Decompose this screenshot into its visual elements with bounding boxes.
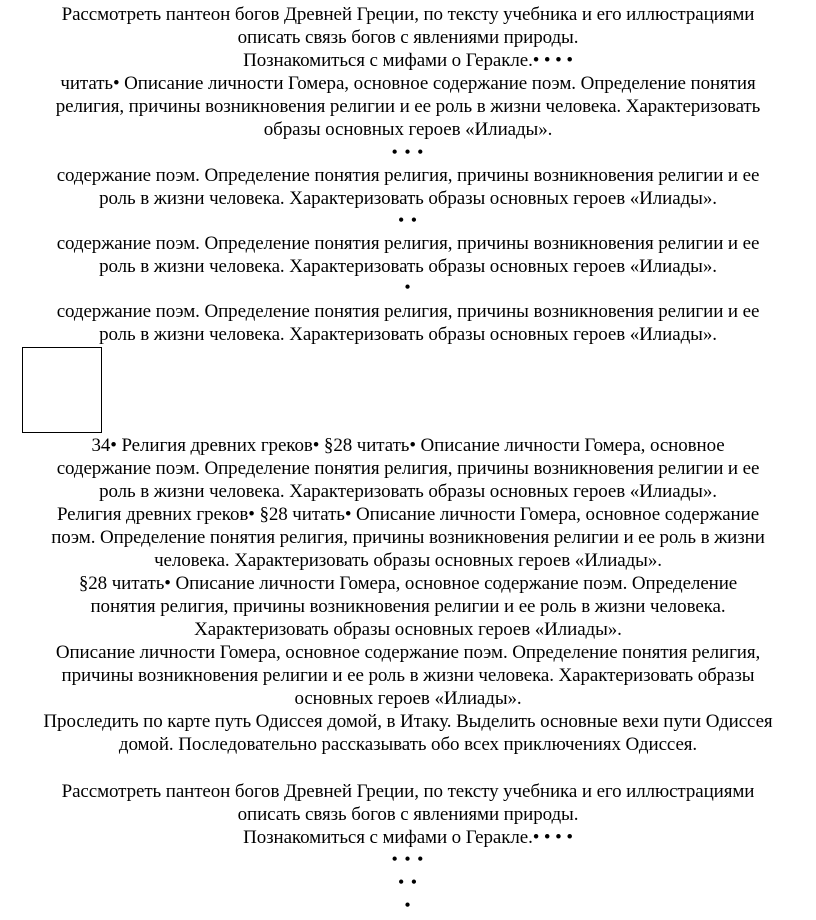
text-line: Проследить по карте путь Одиссея домой, в Итаку. Выделить основные вехи пути Одиссея [43, 711, 773, 732]
text-line: понятия религия, причины возникновения религии и ее роль в жизни человека. [90, 596, 726, 617]
text-line: §28 читать• Описание личности Гомера, основное содержание поэм. Определение [78, 573, 738, 594]
bullet-row: • • • [391, 142, 425, 162]
text-line: содержание поэм. Определение понятия религия, причины возникновения религии и ее [56, 233, 760, 254]
text-line: основных героев «Илиады». [294, 688, 522, 709]
text-line: роль в жизни человека. Характеризовать образы основных героев «Илиады». [99, 188, 717, 209]
bullet-row: • • [397, 872, 419, 892]
text-line: читать• Описание личности Гомера, основное содержание поэм. Определение понятия [60, 73, 756, 94]
text-line: роль в жизни человека. Характеризовать образы основных героев «Илиады». [99, 481, 717, 502]
text-line: домой. Последовательно рассказывать обо всех приключениях Одиссея. [118, 734, 698, 755]
text-line: Познакомиться с мифами о Геракле.• • • • [243, 827, 573, 848]
text-line: Познакомиться с мифами о Геракле.• • • • [243, 50, 573, 71]
text-line: роль в жизни человека. Характеризовать образы основных героев «Илиады». [99, 324, 717, 345]
text-line: причины возникновения религии и ее роль в жизни человека. Характеризовать образы [61, 665, 755, 686]
text-line: Рассмотреть пантеон богов Древней Греции, по тексту учебника и его иллюстрациями [61, 781, 755, 802]
text-line: содержание поэм. Определение понятия религия, причины возникновения религии и ее [56, 301, 760, 322]
text-line: описать связь богов с явлениями природы. [237, 804, 579, 825]
bullet-row: • • • [391, 849, 425, 869]
text-line: роль в жизни человека. Характеризовать образы основных героев «Илиады». [99, 256, 717, 277]
text-line: Характеризовать образы основных героев «Илиады». [194, 619, 622, 640]
bullet-row: • • [397, 210, 419, 230]
text-line: содержание поэм. Определение понятия религия, причины возникновения религии и ее [56, 165, 760, 186]
text-line: Религия древних греков• §28 читать• Описание личности Гомера, основное содержание [56, 504, 760, 525]
text-line: 34• Религия древних греков• §28 читать• Описание личности Гомера, основное [91, 435, 725, 456]
text-line: поэм. Определение понятия религия, причины возникновения религии и ее роль в жизни [51, 527, 765, 548]
text-line: религия, причины возникновения религии и ее роль в жизни человека. Характеризовать [55, 96, 761, 117]
text-line: образы основных героев «Илиады». [263, 119, 553, 140]
text-line: описать связь богов с явлениями природы. [237, 27, 579, 48]
bullet-row: • [404, 895, 412, 915]
text-line: Рассмотреть пантеон богов Древней Греции, по тексту учебника и его иллюстрациями [61, 4, 755, 25]
image-placeholder-frame [22, 347, 102, 433]
text-line: содержание поэм. Определение понятия религия, причины возникновения религии и ее [56, 458, 760, 479]
text-line: человека. Характеризовать образы основных героев «Илиады». [154, 550, 662, 571]
bullet-row: • [404, 277, 412, 297]
text-line: Описание личности Гомера, основное содержание поэм. Определение понятия религия, [55, 642, 761, 663]
